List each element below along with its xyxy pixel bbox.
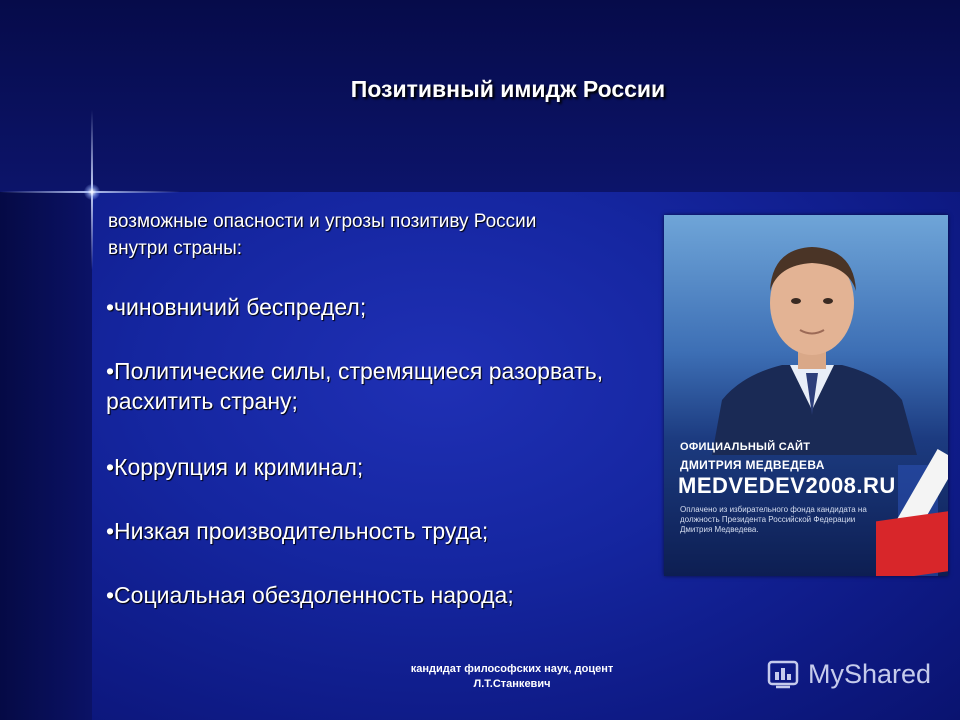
list-item: •Коррупция и криминал; (106, 454, 364, 480)
watermark-text: MyShared (808, 658, 932, 689)
myshared-watermark (766, 654, 931, 694)
list-item: •Политические силы, стремящиеся разорвать, расхитить страну; (106, 358, 604, 414)
poster-small-print: Оплачено из избирательного фонда кандидата на должность Президента Российской Федерации Дмитрия Медведева. (680, 505, 867, 534)
portrait-image (702, 225, 922, 455)
sparkle-icon (84, 184, 100, 200)
list-item: •Социальная обездоленность народа; (106, 582, 514, 608)
poster-caption-name: ДМИТРИЯ МЕДВЕДЕВА (680, 458, 825, 472)
myshared-logo-icon (766, 657, 800, 691)
footer-line-2: Л.Т.Станкевич (473, 678, 551, 690)
list-item: •Низкая производительность труда; (106, 518, 489, 544)
intro-text (108, 208, 668, 262)
left-band (0, 192, 92, 720)
intro-line-1: возможные опасности и угрозы позитиву России (108, 211, 537, 232)
intro-line-2: внутри страны: (108, 238, 243, 259)
author-footer (352, 662, 672, 692)
poster-site-url: MEDVEDEV2008.RU (678, 473, 896, 498)
footer-line-1: кандидат философских наук, доцент (410, 663, 614, 675)
list-item: •чиновничий беспредел; (106, 294, 367, 320)
slide-title: Позитивный имидж России (350, 76, 666, 102)
flag-red-stripe (876, 509, 948, 576)
campaign-poster (664, 215, 948, 576)
poster-caption: ОФИЦИАЛЬНЫЙ САЙТ (680, 441, 811, 453)
